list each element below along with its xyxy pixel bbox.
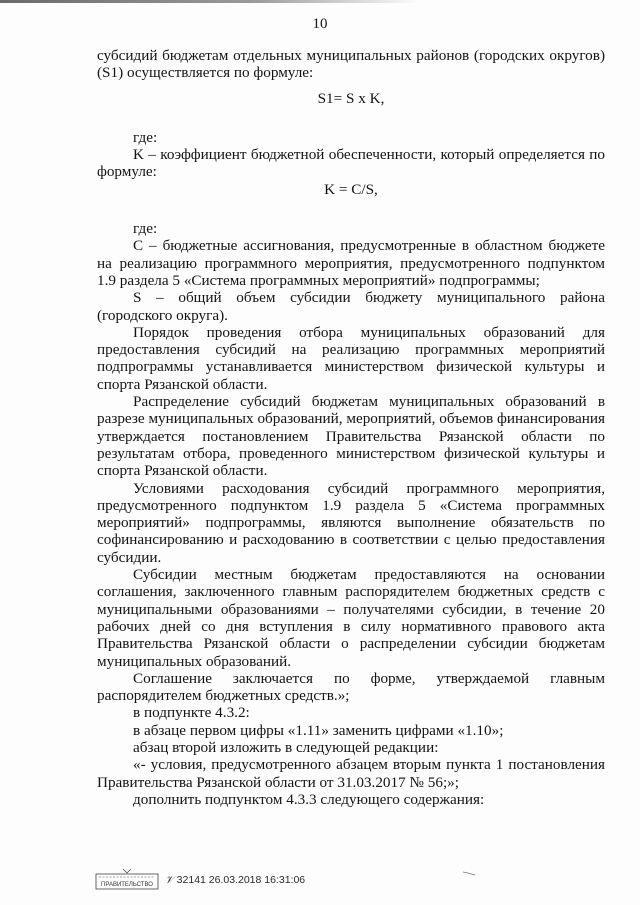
formula-s1: S1= S x K,	[317, 89, 385, 107]
amendment-432: в подпункте 4.3.2:	[133, 704, 250, 722]
formula-k: K = C/S,	[324, 180, 378, 198]
signature-mark-icon: 𝒱	[165, 874, 174, 886]
paragraph-c-definition: C – бюджетные ассигнования, предусмотренные в областном бюджете на реализацию программного мероприятия, предусмотренного подпунктом 1.9 раздела 5 «Система программных мероприятий» подпрограммы;	[97, 237, 605, 289]
amendment-433: дополнить подпунктом 4.3.3 следующего содержания:	[133, 790, 485, 808]
where-label-1: где:	[133, 128, 158, 146]
amendment-second-paragraph: абзац второй изложить в следующей редакции:	[133, 738, 439, 756]
paragraph-local-budgets: Субсидии местным бюджетам предоставляются на основании соглашения, заключенного главным распорядителем бюджетных средств с муниципальными образованиями – получателями субсидии, в течение 20 рабочих дней со дня вступления в силу нормативного правового акта Правительства Рязанской области о распределении субсидии бюджетам муниципальных образований.	[97, 566, 605, 670]
government-stamp-icon	[95, 868, 159, 890]
paragraph-agreement: Соглашение заключается по форме, утверждаемой главным распорядителем бюджетных средств.»;	[97, 669, 605, 705]
paragraph-s-definition: S – общий объем субсидии бюджету муниципального района (городского округа).	[97, 289, 605, 324]
paragraph-k-definition: K – коэффициент бюджетной обеспеченности, который определяется по формуле:	[97, 146, 605, 181]
amendment-quote: «- условия, предусмотренного абзацем вторым пункта 1 постановления Правительства Рязанской области от 31.03.2017 № 56;»;	[97, 756, 605, 791]
ink-mark-icon	[462, 870, 476, 876]
registration-stamp	[165, 874, 305, 887]
where-label-2: где:	[133, 220, 158, 238]
document-footer	[95, 868, 515, 892]
paragraph-selection-order: Порядок проведения отбора муниципальных образований для предоставления субсидий на реализацию программных мероприятий подпрограммы устанавливается министерством физической культуры и спорта Рязанской области.	[97, 323, 605, 393]
document-body	[97, 47, 605, 808]
page-number: 10	[312, 16, 328, 32]
amendment-first-paragraph: в абзаце первом цифры «1.11» заменить цифрами «1.10»;	[133, 721, 504, 739]
registration-number-date: 32141 26.03.2018 16:31:06	[176, 874, 306, 886]
paragraph-spending-conditions: Условиями расходования субсидий программного мероприятия, предусмотренного подпунктом 1.9 раздела 5 «Система программных мероприятий» подпрограммы, являются выполнение обязательств по софинансированию и расходованию в соответствии с целью предоставления субсидии.	[97, 479, 605, 566]
svg-text:ПРАВИТЕЛЬСТВО: ПРАВИТЕЛЬСТВО	[101, 882, 153, 888]
scan-edge	[0, 0, 420, 3]
paragraph-subsidies-formula-intro: субсидий бюджетам отдельных муниципальных районов (городских округов) (S1) осуществляется по формуле:	[97, 47, 605, 82]
paragraph-distribution: Распределение субсидий бюджетам муниципальных образований в разрезе муниципальных образований, мероприятий, объемов финансирования утверждается постановлением Правительства Рязанской области по результатам отбора, проведенного министерством физической культуры и спорта Рязанской области.	[97, 393, 605, 480]
